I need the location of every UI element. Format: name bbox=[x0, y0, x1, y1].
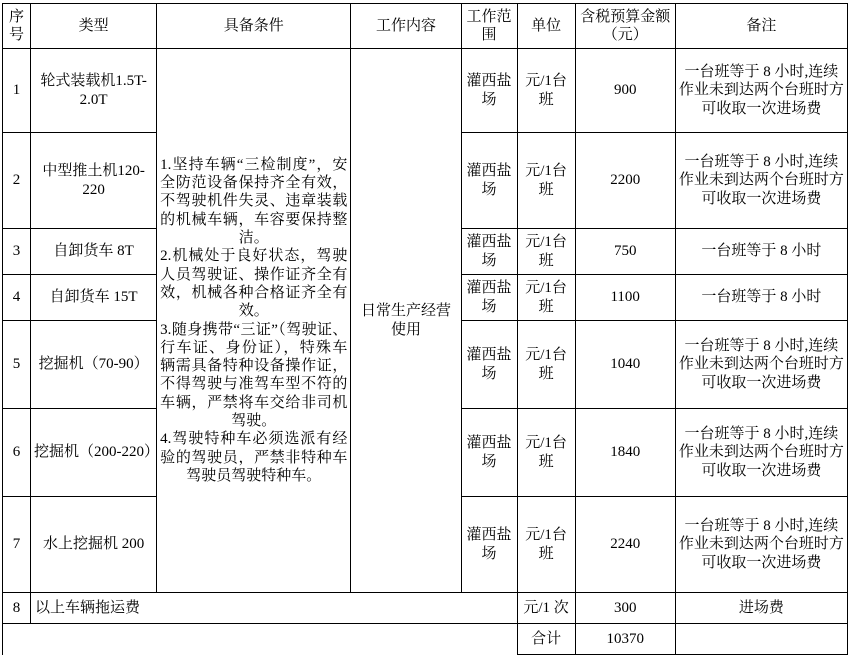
condition-line-2: 2.机械处于良好状态，驾驶人员驾驶证、操作证齐全有效，机械各种合格证齐全有效。 bbox=[160, 248, 348, 320]
cell-work-scope: 灌西盐场 bbox=[461, 229, 517, 275]
cell-type: 挖掘机（70-90） bbox=[31, 321, 157, 409]
cell-unit: 元/1 次 bbox=[517, 593, 575, 624]
cell-type: 自卸货车 15T bbox=[31, 275, 157, 321]
cell-work-scope: 灌西盐场 bbox=[461, 133, 517, 229]
header-type: 类型 bbox=[31, 4, 157, 49]
cell-work-scope: 灌西盐场 bbox=[461, 321, 517, 409]
cell-work-scope: 灌西盐场 bbox=[461, 409, 517, 497]
table-header-row bbox=[3, 4, 848, 49]
header-amount: 含税预算金额（元） bbox=[575, 4, 675, 49]
cell-type: 挖掘机（200-220） bbox=[31, 409, 157, 497]
cell-unit: 元/1台班 bbox=[517, 497, 575, 593]
cell-amount: 300 bbox=[575, 593, 675, 624]
cell-note: 一台班等于 8 小时,连续作业未到达两个台班时方可收取一次进场费 bbox=[675, 497, 847, 593]
cell-amount: 2200 bbox=[575, 133, 675, 229]
cell-unit: 元/1台班 bbox=[517, 229, 575, 275]
cell-seq: 4 bbox=[3, 275, 31, 321]
document-page bbox=[0, 3, 850, 664]
cell-note: 一台班等于 8 小时,连续作业未到达两个台班时方可收取一次进场费 bbox=[675, 133, 847, 229]
cell-unit: 元/1台班 bbox=[517, 321, 575, 409]
header-note: 备注 bbox=[675, 4, 847, 49]
cell-type-tow: 以上车辆拖运费 bbox=[31, 593, 518, 624]
table-row bbox=[3, 49, 848, 133]
cell-seq: 3 bbox=[3, 229, 31, 275]
cell-type: 轮式装载机1.5T-2.0T bbox=[31, 49, 157, 133]
header-work-content: 工作内容 bbox=[351, 4, 461, 49]
cell-total-spacer bbox=[3, 624, 518, 655]
cell-note: 一台班等于 8 小时,连续作业未到达两个台班时方可收取一次进场费 bbox=[675, 409, 847, 497]
cell-condition bbox=[157, 49, 351, 593]
cell-total-note bbox=[675, 624, 847, 655]
cell-work-scope: 灌西盐场 bbox=[461, 275, 517, 321]
cell-type: 自卸货车 8T bbox=[31, 229, 157, 275]
cell-work-scope: 灌西盐场 bbox=[461, 497, 517, 593]
equipment-price-table bbox=[2, 3, 848, 655]
cell-seq: 1 bbox=[3, 49, 31, 133]
cell-note: 进场费 bbox=[675, 593, 847, 624]
cell-unit: 元/1台班 bbox=[517, 409, 575, 497]
cell-total-label: 合计 bbox=[517, 624, 575, 655]
condition-line-3: 3.随身携带“三证”（驾驶证、行车证、身份证），特殊车辆需具备特种设备操作证，不得驾驶与准驾车型不符的车辆，严禁将车交给非司机驾驶。 bbox=[160, 321, 348, 429]
cell-type: 中型推土机120-220 bbox=[31, 133, 157, 229]
header-condition: 具备条件 bbox=[157, 4, 351, 49]
cell-amount: 2240 bbox=[575, 497, 675, 593]
cell-amount: 750 bbox=[575, 229, 675, 275]
cell-seq: 2 bbox=[3, 133, 31, 229]
condition-line-4: 4.驾驶特种车必须选派有经验的驾驶员，严禁非特种车驾驶员驾驶特种车。 bbox=[160, 431, 348, 484]
header-unit: 单位 bbox=[517, 4, 575, 49]
condition-line-1: 1.坚持车辆“三检制度”，安全防范设备保持齐全有效，不驾驶机件失灵、违章装载的机械车辆，车容要保持整洁。 bbox=[160, 156, 348, 247]
cell-amount: 900 bbox=[575, 49, 675, 133]
cell-work-scope: 灌西盐场 bbox=[461, 49, 517, 133]
cell-seq: 7 bbox=[3, 497, 31, 593]
cell-unit: 元/1台班 bbox=[517, 49, 575, 133]
cell-work-content: 日常生产经营使用 bbox=[351, 49, 461, 593]
cell-seq: 8 bbox=[3, 593, 31, 624]
cell-note: 一台班等于 8 小时,连续作业未到达两个台班时方可收取一次进场费 bbox=[675, 49, 847, 133]
header-work-scope: 工作范围 bbox=[461, 4, 517, 49]
cell-note: 一台班等于 8 小时 bbox=[675, 229, 847, 275]
table-row-total bbox=[3, 624, 848, 655]
cell-note: 一台班等于 8 小时 bbox=[675, 275, 847, 321]
cell-amount: 1840 bbox=[575, 409, 675, 497]
table-row-tow-fee bbox=[3, 593, 848, 624]
cell-unit: 元/1台班 bbox=[517, 275, 575, 321]
cell-amount: 1040 bbox=[575, 321, 675, 409]
cell-total-amount: 10370 bbox=[575, 624, 675, 655]
cell-type: 水上挖掘机 200 bbox=[31, 497, 157, 593]
cell-unit: 元/1台班 bbox=[517, 133, 575, 229]
cell-seq: 5 bbox=[3, 321, 31, 409]
header-seq: 序号 bbox=[3, 4, 31, 49]
cell-seq: 6 bbox=[3, 409, 31, 497]
cell-amount: 1100 bbox=[575, 275, 675, 321]
cell-note: 一台班等于 8 小时,连续作业未到达两个台班时方可收取一次进场费 bbox=[675, 321, 847, 409]
